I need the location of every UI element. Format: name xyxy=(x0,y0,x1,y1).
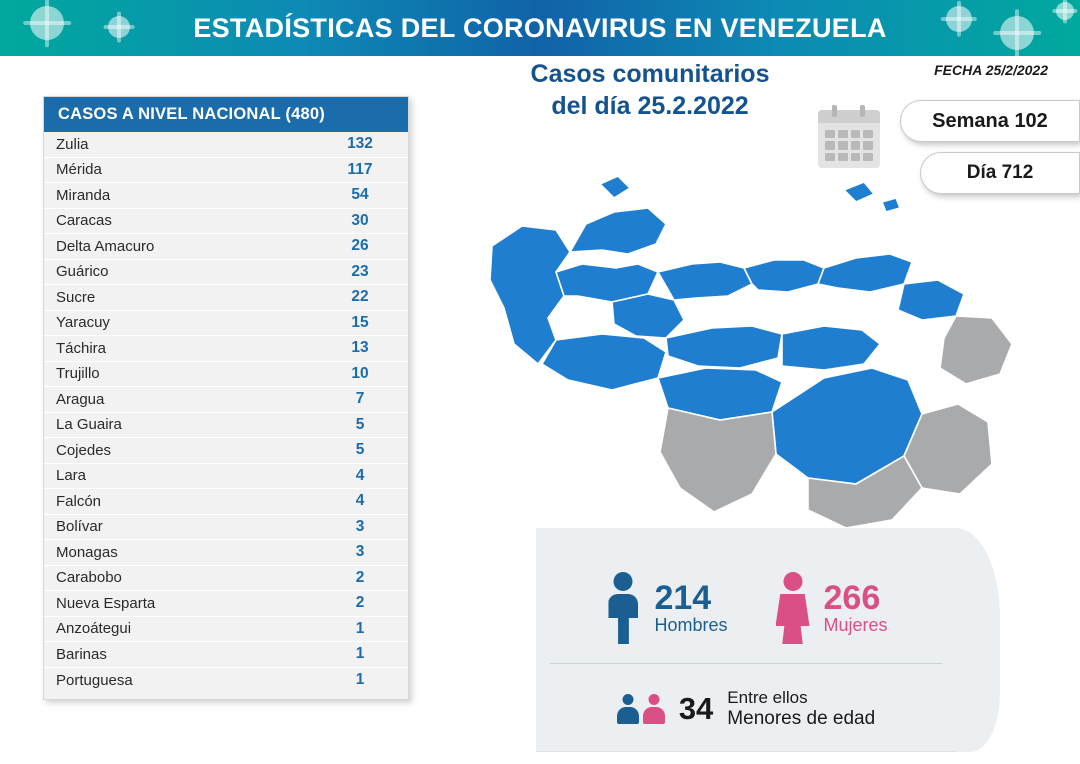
state-name: Anzoátegui xyxy=(56,620,132,638)
state-case-count: 1 xyxy=(355,619,365,637)
subtitle-line-1: Casos comunitarios xyxy=(530,60,770,88)
state-name: Falcón xyxy=(56,492,102,510)
table-row xyxy=(44,234,408,260)
state-name: Yaracuy xyxy=(56,314,110,332)
state-case-count: 30 xyxy=(351,211,369,229)
female-stat xyxy=(774,572,888,644)
venezuela-states-map xyxy=(452,168,1052,538)
children-figures-icon xyxy=(617,694,665,724)
state-name: Carabobo xyxy=(56,569,122,587)
female-figure-icon xyxy=(774,572,812,644)
table-row xyxy=(44,362,408,388)
table-row xyxy=(44,642,408,668)
female-label: Mujeres xyxy=(823,615,888,636)
table-header: CASOS A NIVEL NACIONAL (480) xyxy=(44,97,408,132)
subtitle xyxy=(420,58,880,122)
week-badge: Semana 102 xyxy=(900,100,1080,142)
minors-count: 34 xyxy=(678,691,714,726)
state-case-count: 132 xyxy=(347,135,373,153)
table-row xyxy=(44,311,408,337)
table-row xyxy=(44,591,408,617)
state-case-count: 2 xyxy=(355,594,365,612)
day-badge: Día 712 xyxy=(920,152,1080,194)
state-name: Delta Amacuro xyxy=(56,237,155,255)
male-count: 214 xyxy=(654,578,712,617)
national-cases-table xyxy=(43,96,409,700)
table-row xyxy=(44,336,408,362)
state-name: Trujillo xyxy=(56,365,100,383)
page-title: ESTADÍSTICAS DEL CORONAVIRUS EN VENEZUELA xyxy=(193,12,887,43)
state-name: Aragua xyxy=(56,390,105,408)
table-row xyxy=(44,464,408,490)
male-label: Hombres xyxy=(654,615,728,636)
state-case-count: 3 xyxy=(355,517,365,535)
state-name: Táchira xyxy=(56,339,107,357)
state-case-count: 4 xyxy=(355,466,365,484)
state-name: Guárico xyxy=(56,263,109,281)
table-row xyxy=(44,260,408,286)
state-name: Bolívar xyxy=(56,518,103,536)
state-case-count: 7 xyxy=(355,390,365,408)
table-row xyxy=(44,158,408,184)
state-name: Cojedes xyxy=(56,441,112,459)
state-name: Nueva Esparta xyxy=(56,594,156,612)
minors-stat xyxy=(536,674,956,744)
state-name: Barinas xyxy=(56,645,107,663)
male-stat xyxy=(604,572,727,644)
state-name: Lara xyxy=(56,467,87,485)
state-case-count: 5 xyxy=(355,415,365,433)
minors-line-2: Menores de edad xyxy=(727,707,876,729)
male-figure-icon xyxy=(604,572,642,644)
gender-breakdown xyxy=(536,560,956,656)
state-name: Mérida xyxy=(56,161,102,179)
page-header xyxy=(0,0,1080,56)
table-row xyxy=(44,566,408,592)
minors-line-1: Entre ellos xyxy=(727,688,808,708)
table-row xyxy=(44,209,408,235)
table-row xyxy=(44,540,408,566)
state-case-count: 117 xyxy=(347,160,373,178)
state-case-count: 5 xyxy=(355,441,365,459)
state-name: Portuguesa xyxy=(56,671,133,689)
table-row xyxy=(44,285,408,311)
female-count: 266 xyxy=(823,578,881,617)
state-case-count: 26 xyxy=(351,237,369,255)
state-case-count: 23 xyxy=(351,262,369,280)
table-row xyxy=(44,617,408,643)
state-name: Monagas xyxy=(56,543,118,561)
calendar-icon xyxy=(818,110,880,168)
table-row xyxy=(44,387,408,413)
table-row xyxy=(44,489,408,515)
state-case-count: 3 xyxy=(355,543,365,561)
state-case-count: 22 xyxy=(351,288,369,306)
table-row xyxy=(44,438,408,464)
table-row xyxy=(44,413,408,439)
state-name: Caracas xyxy=(56,212,112,230)
table-row xyxy=(44,668,408,694)
state-case-count: 13 xyxy=(351,339,369,357)
state-case-count: 15 xyxy=(351,313,369,331)
table-body xyxy=(44,132,408,693)
table-row xyxy=(44,132,408,158)
state-case-count: 1 xyxy=(355,645,365,663)
state-name: Zulia xyxy=(56,135,89,153)
date-label: FECHA 25/2/2022 xyxy=(934,62,1048,78)
table-row xyxy=(44,183,408,209)
table-row xyxy=(44,515,408,541)
state-name: Sucre xyxy=(56,288,96,306)
panel-divider xyxy=(550,663,942,664)
state-name: La Guaira xyxy=(56,416,122,434)
state-case-count: 1 xyxy=(355,671,365,689)
state-case-count: 2 xyxy=(355,568,365,586)
state-case-count: 10 xyxy=(351,364,369,382)
state-case-count: 4 xyxy=(355,492,365,510)
state-case-count: 54 xyxy=(351,186,369,204)
demographics-panel xyxy=(536,528,956,752)
map-svg xyxy=(452,168,1052,538)
subtitle-line-2: del día 25.2.2022 xyxy=(551,92,749,120)
state-name: Miranda xyxy=(56,186,111,204)
